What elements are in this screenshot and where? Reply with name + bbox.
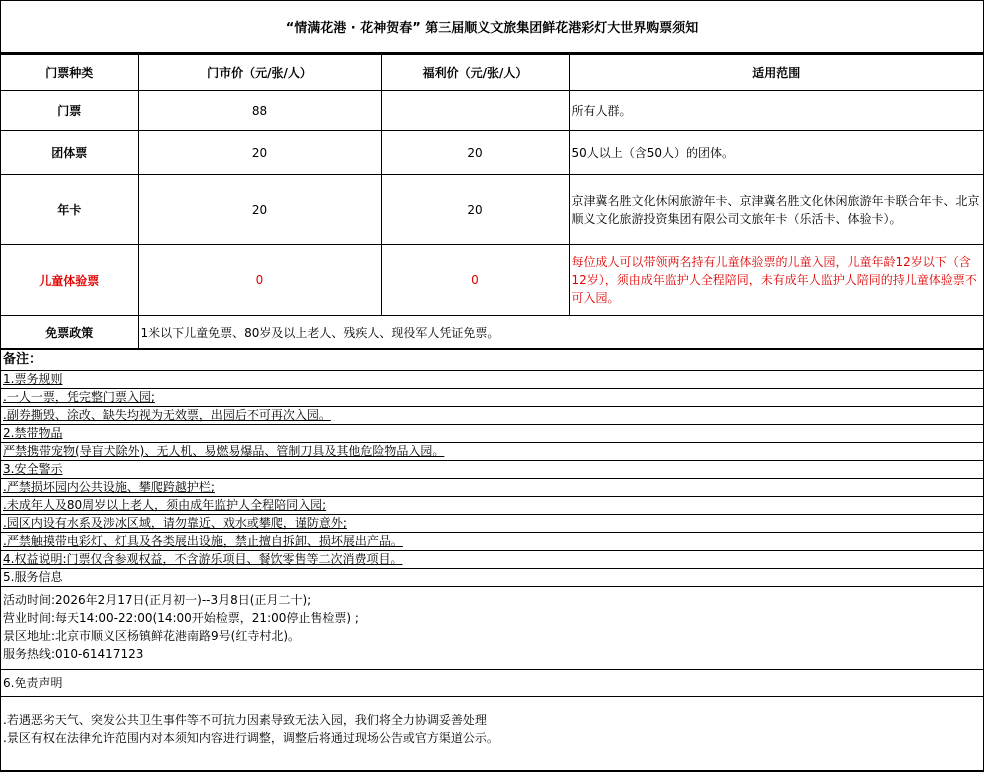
welfare-price: 0 [381,245,569,316]
disclaimer-line: .景区有权在法律允许范围内对本须知内容进行调整，调整后将通过现场公告或官方渠道公示。 [3,731,499,745]
col-header-welfare: 福利价（元/张/人） [381,54,569,91]
retail-price: 20 [138,175,381,245]
note-line: 4.权益说明:门票仅含参观权益，不含游乐项目、餐饮零售等二次消费项目。 [1,550,983,568]
ticket-scope: 京津冀名胜文化休闲旅游年卡、京津冀名胜文化休闲旅游年卡联合年卡、北京顺义文化旅游投资集团有限公司文旅年卡（乐活卡、体验卡）。 [569,175,983,245]
free-policy-value: 1米以下儿童免票、80岁及以上老人、残疾人、现役军人凭证免票。 [138,316,983,349]
note-line: 严禁携带宠物(导盲犬除外)、无人机、易燃易爆品、管制刀具及其他危险物品入园。 [1,442,983,460]
note-line: .园区内设有水系及涉冰区域，请勿靠近、戏水或攀爬，谨防意外; [1,514,983,532]
notes-heading: 备注： [1,349,983,370]
table-header-row [1,54,983,91]
ticket-category: 门票 [1,91,138,131]
page-title: “情满花港 · 花神贺春” 第三届顺义文旅集团鲜花港彩灯大世界购票须知 [1,1,983,55]
note-line: .一人一票，凭完整门票入园; [1,388,983,406]
table-row [1,91,983,131]
service-line-address: 景区地址:北京市顺义区杨镇鲜花港南路9号(红寺村北)。 [3,629,301,643]
welfare-price: 20 [381,131,569,175]
ticket-category: 儿童体验票 [1,245,138,316]
col-header-category: 门票种类 [1,54,138,91]
note-line: .未成年人及80周岁以上老人，须由成年监护人全程陪同入园; [1,496,983,514]
note-line: 1.票务规则 [1,370,983,388]
ticket-category: 年卡 [1,175,138,245]
note-line: .严禁触摸带电彩灯、灯具及各类展出设施，禁止擅自拆卸、损坏展出产品。 [1,532,983,550]
retail-price: 20 [138,131,381,175]
free-policy-label: 免票政策 [1,316,138,349]
free-policy-row [1,316,983,349]
note-line: .副券撕毁、涂改、缺失均视为无效票，出园后不可再次入园。 [1,406,983,424]
note-line: 2.禁带物品 [1,424,983,442]
col-header-retail: 门市价（元/张/人） [138,54,381,91]
notes-section [1,349,983,769]
welfare-price: 20 [381,175,569,245]
table-row [1,175,983,245]
disclaimer-line: .若遇恶劣天气、突发公共卫生事件等不可抗力因素导致无法入园，我们将全力协调妥善处理 [3,713,487,727]
ticket-scope: 每位成人可以带领两名持有儿童体验票的儿童入园，儿童年龄12岁以下（含12岁），须由成年监护人全程陪同，未有成年人监护人陪同的持儿童体验票不可入园。 [569,245,983,316]
disclaimer-block [1,696,983,769]
table-row-highlight [1,245,983,316]
ticket-category: 团体票 [1,131,138,175]
service-line-hotline: 服务热线:010-61417123 [3,647,144,661]
ticket-scope: 50人以上（含50人）的团体。 [569,131,983,175]
service-line-opening-hours: 营业时间:每天14:00-22:00(14:00开始检票，21:00停止售检票) ; [3,611,359,625]
retail-price: 0 [138,245,381,316]
col-header-scope: 适用范围 [569,54,983,91]
ticket-scope: 所有人群。 [569,91,983,131]
service-info-block [1,586,983,669]
price-table [1,54,983,349]
service-line-activity-time: 活动时间:2026年2月17日(正月初一)--3月8日(正月二十); [3,593,312,607]
note-line: 3.安全警示 [1,460,983,478]
retail-price: 88 [138,91,381,131]
table-row [1,131,983,175]
disclaimer-heading: 6.免责声明 [1,669,983,696]
note-line: .严禁损坏园内公共设施、攀爬跨越护栏; [1,478,983,496]
welfare-price [381,91,569,131]
note-line: 5.服务信息 [1,568,983,586]
